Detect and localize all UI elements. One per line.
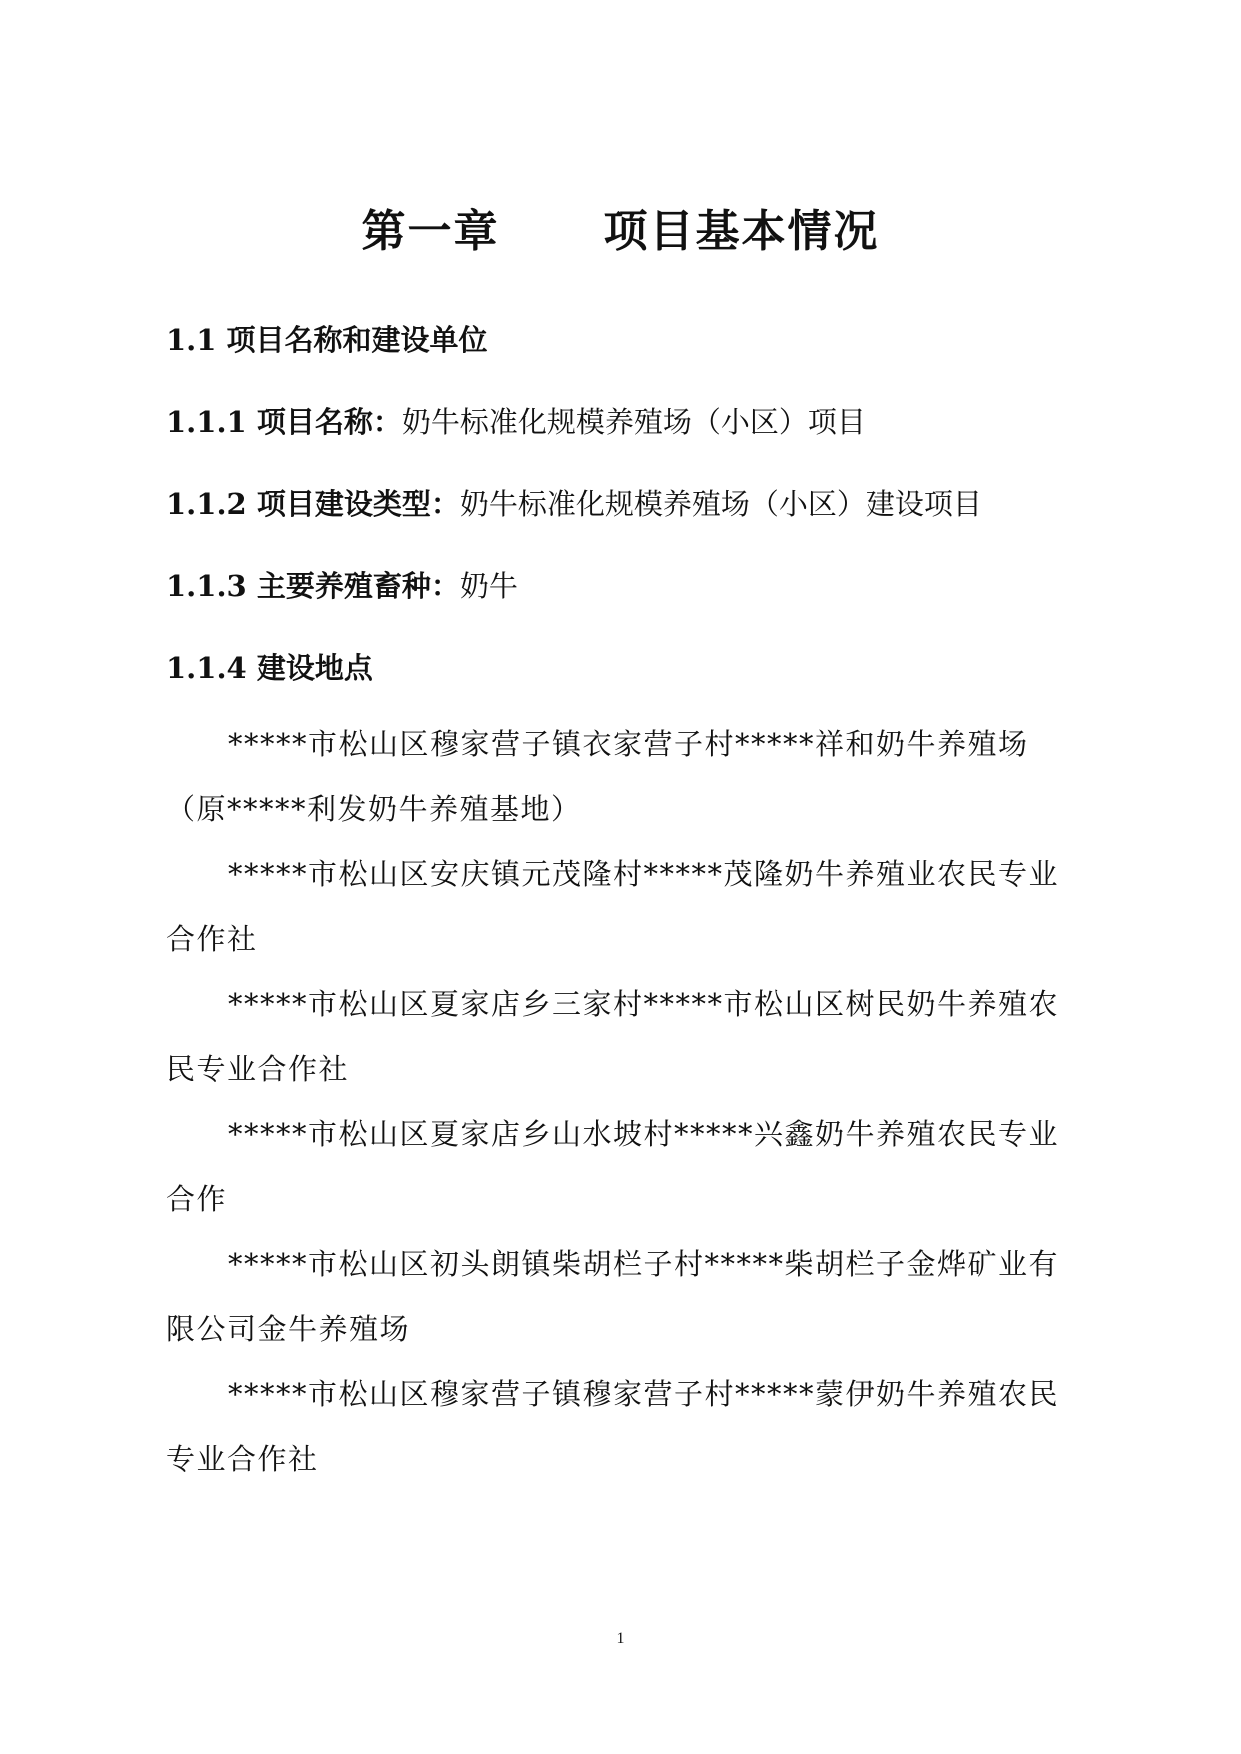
- item-value: 奶牛标准化规模养殖场（小区）项目: [401, 405, 866, 439]
- location-paragraph: *****市松山区夏家店乡三家村*****市松山区树民奶牛养殖农民专业合作社: [166, 987, 1060, 1086]
- page-number: 1: [616, 1630, 625, 1647]
- location-paragraph: *****市松山区夏家店乡山水坡村*****兴鑫奶牛养殖农民专业合作: [166, 1117, 1060, 1216]
- chapter-title: 第一章 项目基本情况: [361, 206, 880, 257]
- item-project-name: [166, 400, 866, 441]
- item-label: 1.1.2 项目建设类型：: [166, 487, 460, 521]
- item-value: 奶牛: [459, 569, 518, 603]
- item-value: 奶牛标准化规模养殖场（小区）建设项目: [459, 487, 982, 521]
- item-livestock: [166, 564, 518, 605]
- item-label: 1.1.1 项目名称：: [166, 405, 402, 439]
- item-label: 1.1.3 主要养殖畜种：: [166, 569, 460, 603]
- location-paragraph: *****市松山区穆家营子镇衣家营子村*****祥和奶牛养殖场（原*****利发奶牛养殖基地）: [166, 727, 1029, 826]
- location-paragraph: *****市松山区安庆镇元茂隆村*****茂隆奶牛养殖业农民专业合作社: [166, 857, 1060, 956]
- item-location-heading: [166, 646, 373, 687]
- item-project-type: [166, 482, 982, 523]
- item-label: 1.1.4 建设地点: [166, 651, 373, 685]
- location-paragraph: *****市松山区穆家营子镇穆家营子村*****蒙伊奶牛养殖农民专业合作社: [166, 1377, 1060, 1476]
- section-title: 1.1 项目名称和建设单位: [166, 323, 488, 357]
- location-paragraph: *****市松山区初头朗镇柴胡栏子村*****柴胡栏子金烨矿业有限公司金牛养殖场: [166, 1247, 1060, 1346]
